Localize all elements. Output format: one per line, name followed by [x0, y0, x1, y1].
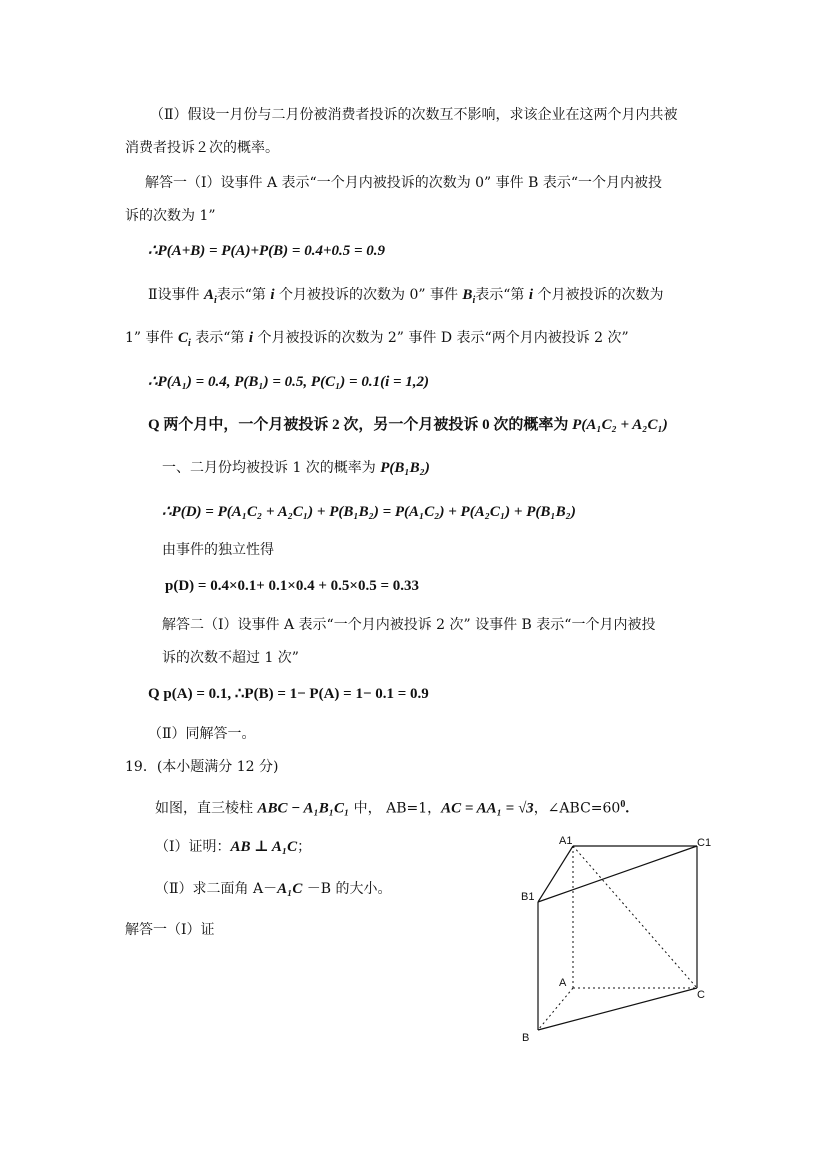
- text-segment: .: [625, 800, 630, 817]
- question-19-part1: [155, 837, 311, 857]
- label-c: C: [697, 989, 705, 1001]
- formula-a1c: A₁C: [277, 881, 303, 897]
- question-19-statement: [155, 795, 629, 819]
- prism-figure: [505, 828, 735, 1053]
- formula-p-d-value: p(D) = 0.4×0.1+ 0.1×0.4 + 0.5×0.5 = 0.33: [165, 578, 419, 594]
- text-segment: 表示“第: [475, 287, 529, 303]
- event-b-symbol: B: [462, 287, 473, 303]
- text-segment: －B 的大小。: [302, 881, 392, 897]
- question-19-header: 19．(本小题满分 12 分): [125, 759, 279, 775]
- text-segment: 一、二月份均被投诉 1 次的概率为: [162, 460, 381, 476]
- text-segment: （Ⅰ）证明：: [155, 839, 231, 855]
- text-segment: ；: [297, 839, 312, 855]
- degree-sup: 0: [620, 799, 626, 810]
- label-a: A: [559, 977, 567, 989]
- solution1-part1-line1: 解答一（Ⅰ）设事件 A 表示“一个月内被投诉的次数为 0” 事件 B 表示“一个月内被投: [145, 175, 663, 191]
- formula-p-b: Q p(A) = 0.1, ∴P(B) = 1− P(A) = 1− 0.1 = 0.9: [148, 686, 429, 702]
- text-segment: 1” 事件: [125, 330, 178, 346]
- formula-p-a1c2-a2c1: P(A₁C₂ + A₂C₁): [572, 417, 668, 433]
- text-segment: （Ⅱ）求二面角 A－: [155, 881, 278, 897]
- solution1-part2-line2: [125, 328, 629, 354]
- text-segment: 中， AB=1，: [349, 800, 442, 817]
- text-segment: 如图，直三棱柱: [155, 800, 258, 817]
- edge-b-c: [538, 988, 697, 1030]
- index-i: i: [270, 287, 275, 303]
- solution2-part1-line2: 诉的次数不超过 1 次”: [162, 650, 299, 666]
- question-part2-line2: 消费者投诉２次的概率。: [125, 140, 279, 156]
- formula-p-d: ∴P(D) = P(A₁C₂ + A₂C₁) + P(B₁B₂) = P(A₁C₂) + P(A₂C₁) + P(B₁B₂): [162, 504, 576, 520]
- independence-line: 由事件的独立性得: [162, 542, 274, 558]
- event-c-subscript: i: [187, 337, 191, 349]
- formula-p-b1b2: P(B₁B₂): [380, 460, 430, 476]
- solution-19-start: 解答一（Ⅰ）证: [125, 922, 215, 938]
- label-b1: B1: [521, 891, 535, 903]
- edge-a1-b1: [538, 846, 573, 902]
- solution2-part1-line1: 解答二（Ⅰ）设事件 A 表示“一个月内被投诉 2 次” 设事件 B 表示“一个月内被投: [162, 617, 656, 633]
- question-19-part2: [155, 879, 392, 899]
- text-segment: 个月被投诉的次数为: [533, 287, 664, 303]
- event-b-subscript: i: [472, 294, 476, 306]
- text-segment: 个月被投诉的次数为 0” 事件: [274, 287, 463, 303]
- text-segment: 表示“第: [216, 287, 271, 303]
- text-segment: Q 两个月中，一个月被投诉 2 次，另一个月被投诉 0 次的概率为: [148, 417, 573, 433]
- event-c-symbol: C: [177, 330, 188, 346]
- solution1-part2-line1: [148, 285, 663, 311]
- text-segment: Ⅱ设事件: [148, 287, 204, 303]
- event-a-subscript: i: [213, 294, 217, 306]
- formula-probabilities: ∴P(A₁) = 0.4, P(B₁) = 0.5, P(C₁) = 0.1(i = 1,2): [148, 374, 430, 390]
- text-segment: ，∠ABC=60: [533, 800, 621, 817]
- solution1-two-months-line: [148, 415, 668, 435]
- text-segment: 表示“第: [190, 330, 249, 346]
- prism-name: ABC − A₁B₁C₁: [257, 800, 350, 817]
- formula-ab-perp-a1c: AB ⊥ A₁C: [230, 839, 298, 855]
- question-part2-line1: （Ⅱ）假设一月份与二月份被消费者投诉的次数互不影响，求该企业在这两个月内共被: [150, 107, 678, 123]
- index-i: i: [248, 330, 253, 346]
- label-a1: A1: [559, 835, 573, 847]
- edge-a-b-hidden: [538, 988, 573, 1030]
- solution2-part2-line: （Ⅱ）同解答一。: [148, 726, 256, 742]
- formula-ac-aa1: AC = AA₁ = √3: [441, 800, 534, 817]
- solution1-part1-line2: 诉的次数为 1”: [125, 208, 216, 224]
- index-i: i: [528, 287, 533, 303]
- solution1-both-months-line: [162, 458, 430, 478]
- label-c1: C1: [697, 837, 712, 849]
- formula-p-a-plus-b: ∴P(A+B) = P(A)+P(B) = 0.4+0.5 = 0.9: [148, 243, 386, 259]
- label-b: B: [522, 1032, 530, 1044]
- edge-b1-c1: [538, 846, 697, 902]
- text-segment: 个月被投诉的次数为 2” 事件 D 表示“两个月内被投诉 2 次”: [253, 330, 629, 346]
- event-a-symbol: A: [203, 287, 214, 303]
